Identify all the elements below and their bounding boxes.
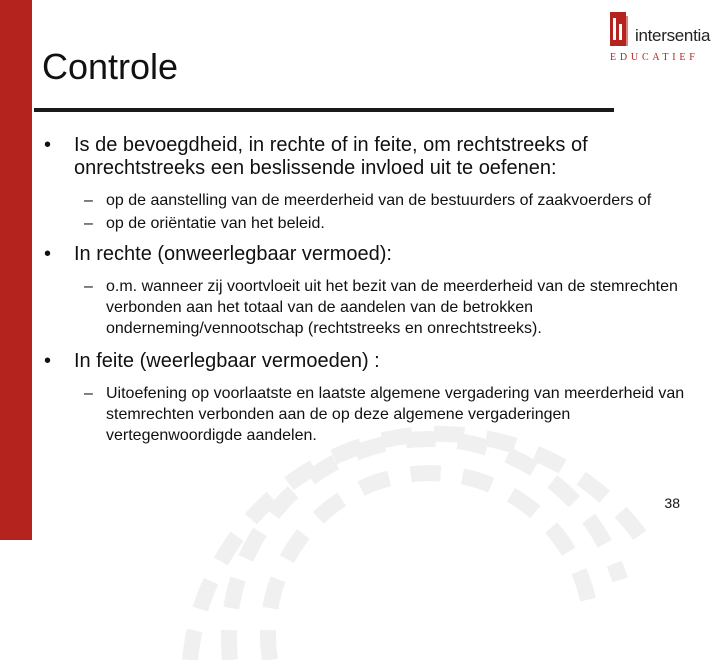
slide-title: Controle — [42, 46, 179, 87]
sub-bullet-item — [44, 190, 694, 211]
sub-bullet-text: o.m. wanneer zij voortvloeit uit het bezit van de meerderheid van de stemrechten verbonden aan het totaal van de aandelen van de betrokken onderneming/vennootschap (rechtstreeks en onrechtstreeks). — [106, 278, 678, 337]
sub-bullet-item — [44, 213, 694, 234]
bullet-text: In rechte (onweerlegbaar vermoed): — [74, 243, 392, 265]
dash-icon: – — [84, 385, 93, 402]
sub-bullet-item — [44, 276, 694, 339]
sub-bullet-text: op de oriëntatie van het beleid. — [106, 215, 325, 232]
left-accent-bar — [0, 0, 32, 540]
logo-name: intersentia — [635, 26, 711, 45]
logo-subtitle: EDUCATIEF — [610, 52, 699, 63]
intersentia-logo — [608, 12, 712, 62]
bullet-item — [44, 134, 694, 180]
bullet-text: In feite (weerlegbaar vermoeden) : — [74, 350, 380, 372]
dash-icon: – — [84, 215, 93, 232]
sub-bullet-item — [44, 383, 694, 446]
bullet-icon: • — [44, 134, 52, 156]
logo-mark-icon — [610, 12, 632, 46]
page-number: 38 — [664, 495, 680, 511]
slide-content — [44, 134, 694, 448]
sub-bullet-text: Uitoefening op voorlaatste en laatste algemene vergadering van meerderheid van stemrechten verbonden aan de op deze algemene vergaderingen vertegenwoordigde aandelen. — [106, 385, 685, 444]
dash-icon: – — [84, 278, 93, 295]
bullet-icon: • — [44, 243, 52, 265]
title-underline — [34, 108, 614, 112]
bullet-icon: • — [44, 350, 52, 372]
sub-bullet-text: op de aanstelling van de meerderheid van de bestuurders of zaakvoerders of — [106, 192, 652, 209]
dash-icon: – — [84, 192, 93, 209]
bullet-item — [44, 243, 694, 266]
bullet-item — [44, 350, 694, 373]
bullet-text: Is de bevoegdheid, in rechte of in feite, om rechtstreeks of onrechtstreeks een beslissende invloed uit te oefenen: — [74, 134, 588, 179]
